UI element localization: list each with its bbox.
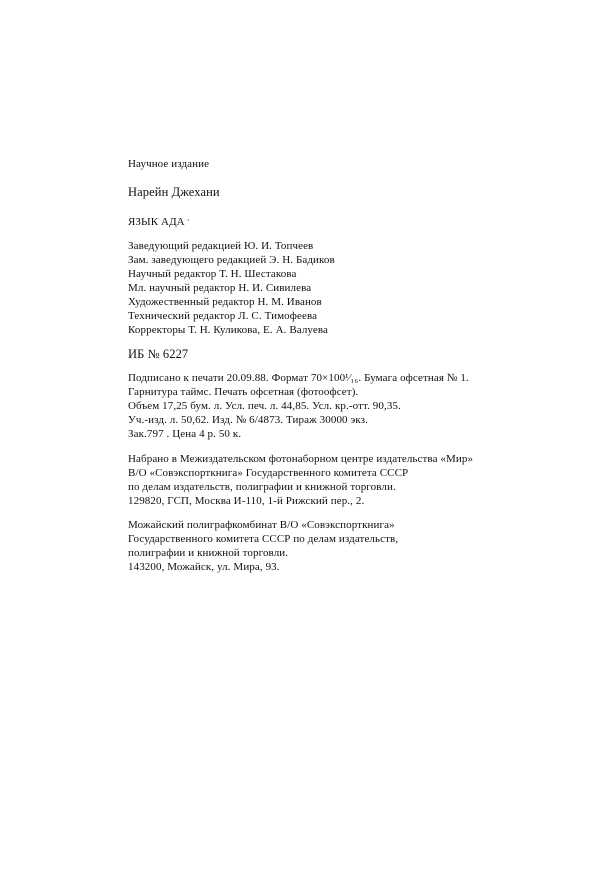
title-mark: · (186, 215, 190, 225)
printing-line: полиграфии и книжной торговли. (128, 547, 289, 559)
print-info-line: Объем 17,25 бум. л. Усл. печ. л. 44,85. Усл. кр.-отт. 90,35. (128, 400, 401, 412)
editor-line: Художественный редактор Н. М. Иванов (128, 296, 322, 308)
print-info-line: Подписано к печати 20.09.88. Формат 70×100¹⁄₁₆. Бумага офсетная № 1. (128, 372, 469, 384)
edition-type: Научное издание (128, 158, 210, 170)
editor-line: Заведующий редакцией Ю. И. Топчеев (128, 240, 314, 252)
book-title-text: ЯЗЫК АДА (128, 216, 185, 228)
ib-number: ИБ № 6227 (128, 347, 189, 361)
typesetting-line: Набрано в Межиздательском фотонаборном центре издательства «Мир» (128, 453, 474, 465)
print-info-line: Гарнитура таймс. Печать офсетная (фотоофсет). (128, 386, 359, 398)
printing-line: Можайский полиграфкомбинат В/О «Совэкспорткнига» (128, 519, 395, 531)
printing-line: Государственного комитета СССР по делам издательств, (128, 533, 399, 545)
typesetting-line: по делам издательств, полиграфии и книжной торговли. (128, 481, 396, 493)
author-name: Нарейн Джехани (128, 185, 220, 199)
editor-line: Зам. заведующего редакцией Э. Н. Бадиков (128, 254, 335, 266)
printing-line: 143200, Можайск, ул. Мира, 93. (128, 561, 280, 573)
book-title (128, 213, 190, 229)
print-info-line: Зак.797 . Цена 4 р. 50 к. (128, 428, 242, 440)
print-info-line: Уч.-изд. л. 50,62. Изд. № 6/4873. Тираж 30000 экз. (128, 414, 368, 426)
editor-line: Мл. научный редактор Н. И. Сивилева (128, 282, 312, 294)
editor-line: Технический редактор Л. С. Тимофеева (128, 310, 318, 322)
editor-line: Корректоры Т. Н. Куликова, Е. А. Валуева (128, 324, 328, 336)
editor-line: Научный редактор Т. Н. Шестакова (128, 268, 297, 280)
typesetting-line: 129820, ГСП, Москва И-110, 1-й Рижский пер., 2. (128, 495, 365, 507)
typesetting-line: В/О «Совэкспорткнига» Государственного комитета СССР (128, 467, 409, 479)
